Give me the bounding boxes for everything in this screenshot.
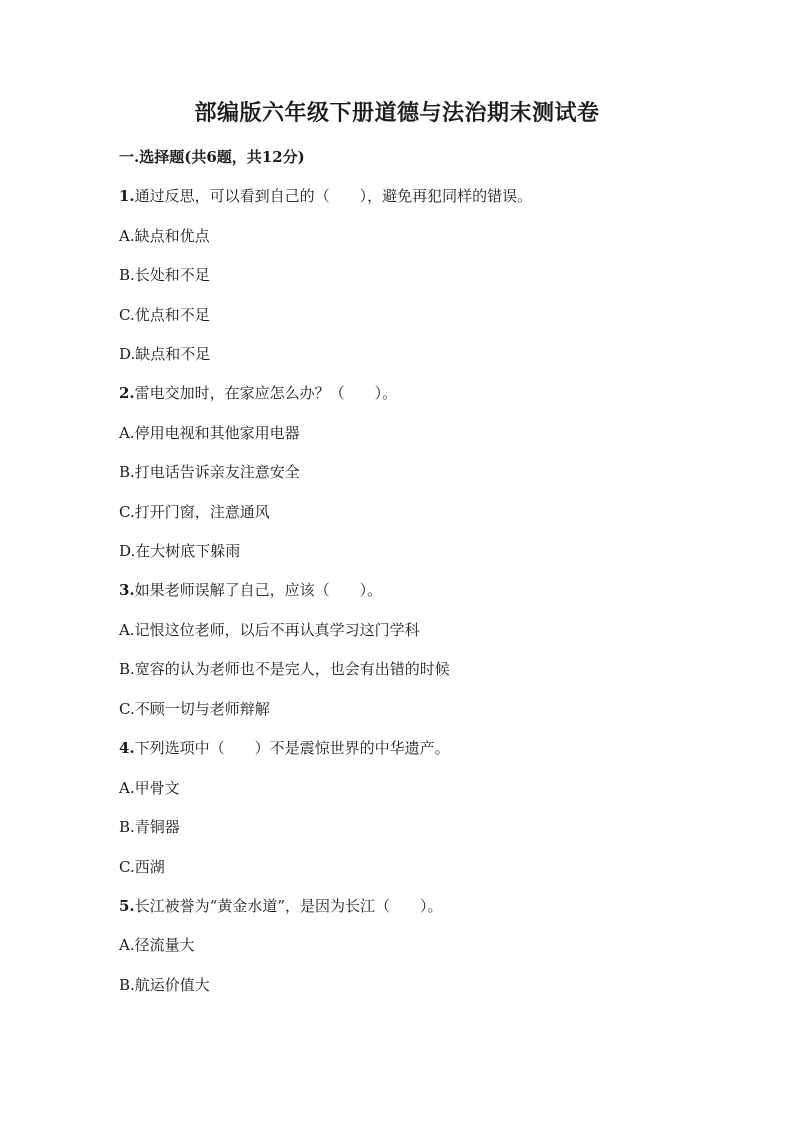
question-number: 3. [119, 581, 135, 599]
option-4b: B.青铜器 [119, 818, 180, 836]
option-3c: C.不顾一切与老师辩解 [119, 700, 270, 718]
question-number: 1. [119, 187, 135, 205]
question-stem: 雷电交加时，在家应怎么办？（ ）。 [134, 384, 398, 402]
question-number: 4. [119, 739, 135, 757]
option-5b: B.航运价值大 [119, 976, 210, 994]
question-number: 5. [119, 897, 135, 915]
option-2b: B.打电话告诉亲友注意安全 [119, 463, 300, 481]
option-2a: A.停用电视和其他家用电器 [119, 424, 300, 442]
option-2c: C.打开门窗，注意通风 [119, 503, 270, 521]
question-4 [119, 738, 450, 758]
option-1d: D.缺点和不足 [119, 345, 211, 363]
option-1b: B.长处和不足 [119, 266, 210, 284]
page-title: 部编版六年级下册道德与法治期末测试卷 [194, 100, 600, 126]
question-stem: 长江被誉为“黄金水道”，是因为长江（ ）。 [134, 897, 443, 915]
question-stem: 下列选项中（ ）不是震惊世界的中华遗产。 [134, 739, 450, 757]
option-4c: C.西湖 [119, 858, 165, 876]
option-5a: A.径流量大 [119, 936, 195, 954]
question-stem: 如果老师误解了自己，应该（ ）。 [134, 581, 383, 599]
option-1c: C.优点和不足 [119, 306, 210, 324]
question-2 [119, 383, 397, 403]
question-5 [119, 896, 443, 916]
section-heading: 一.选择题(共6题，共12分) [119, 148, 305, 166]
option-2d: D.在大树底下躲雨 [119, 542, 241, 560]
question-stem: 通过反思，可以看到自己的（ ），避免再犯同样的错误。 [134, 187, 533, 205]
option-4a: A.甲骨文 [119, 779, 180, 797]
question-number: 2. [119, 384, 135, 402]
question-3 [119, 580, 382, 600]
option-1a: A.缺点和优点 [119, 227, 210, 245]
question-1 [119, 186, 532, 206]
option-3b: B.宽容的认为老师也不是完人，也会有出错的时候 [119, 660, 450, 678]
option-3a: A.记恨这位老师，以后不再认真学习这门学科 [119, 621, 420, 639]
